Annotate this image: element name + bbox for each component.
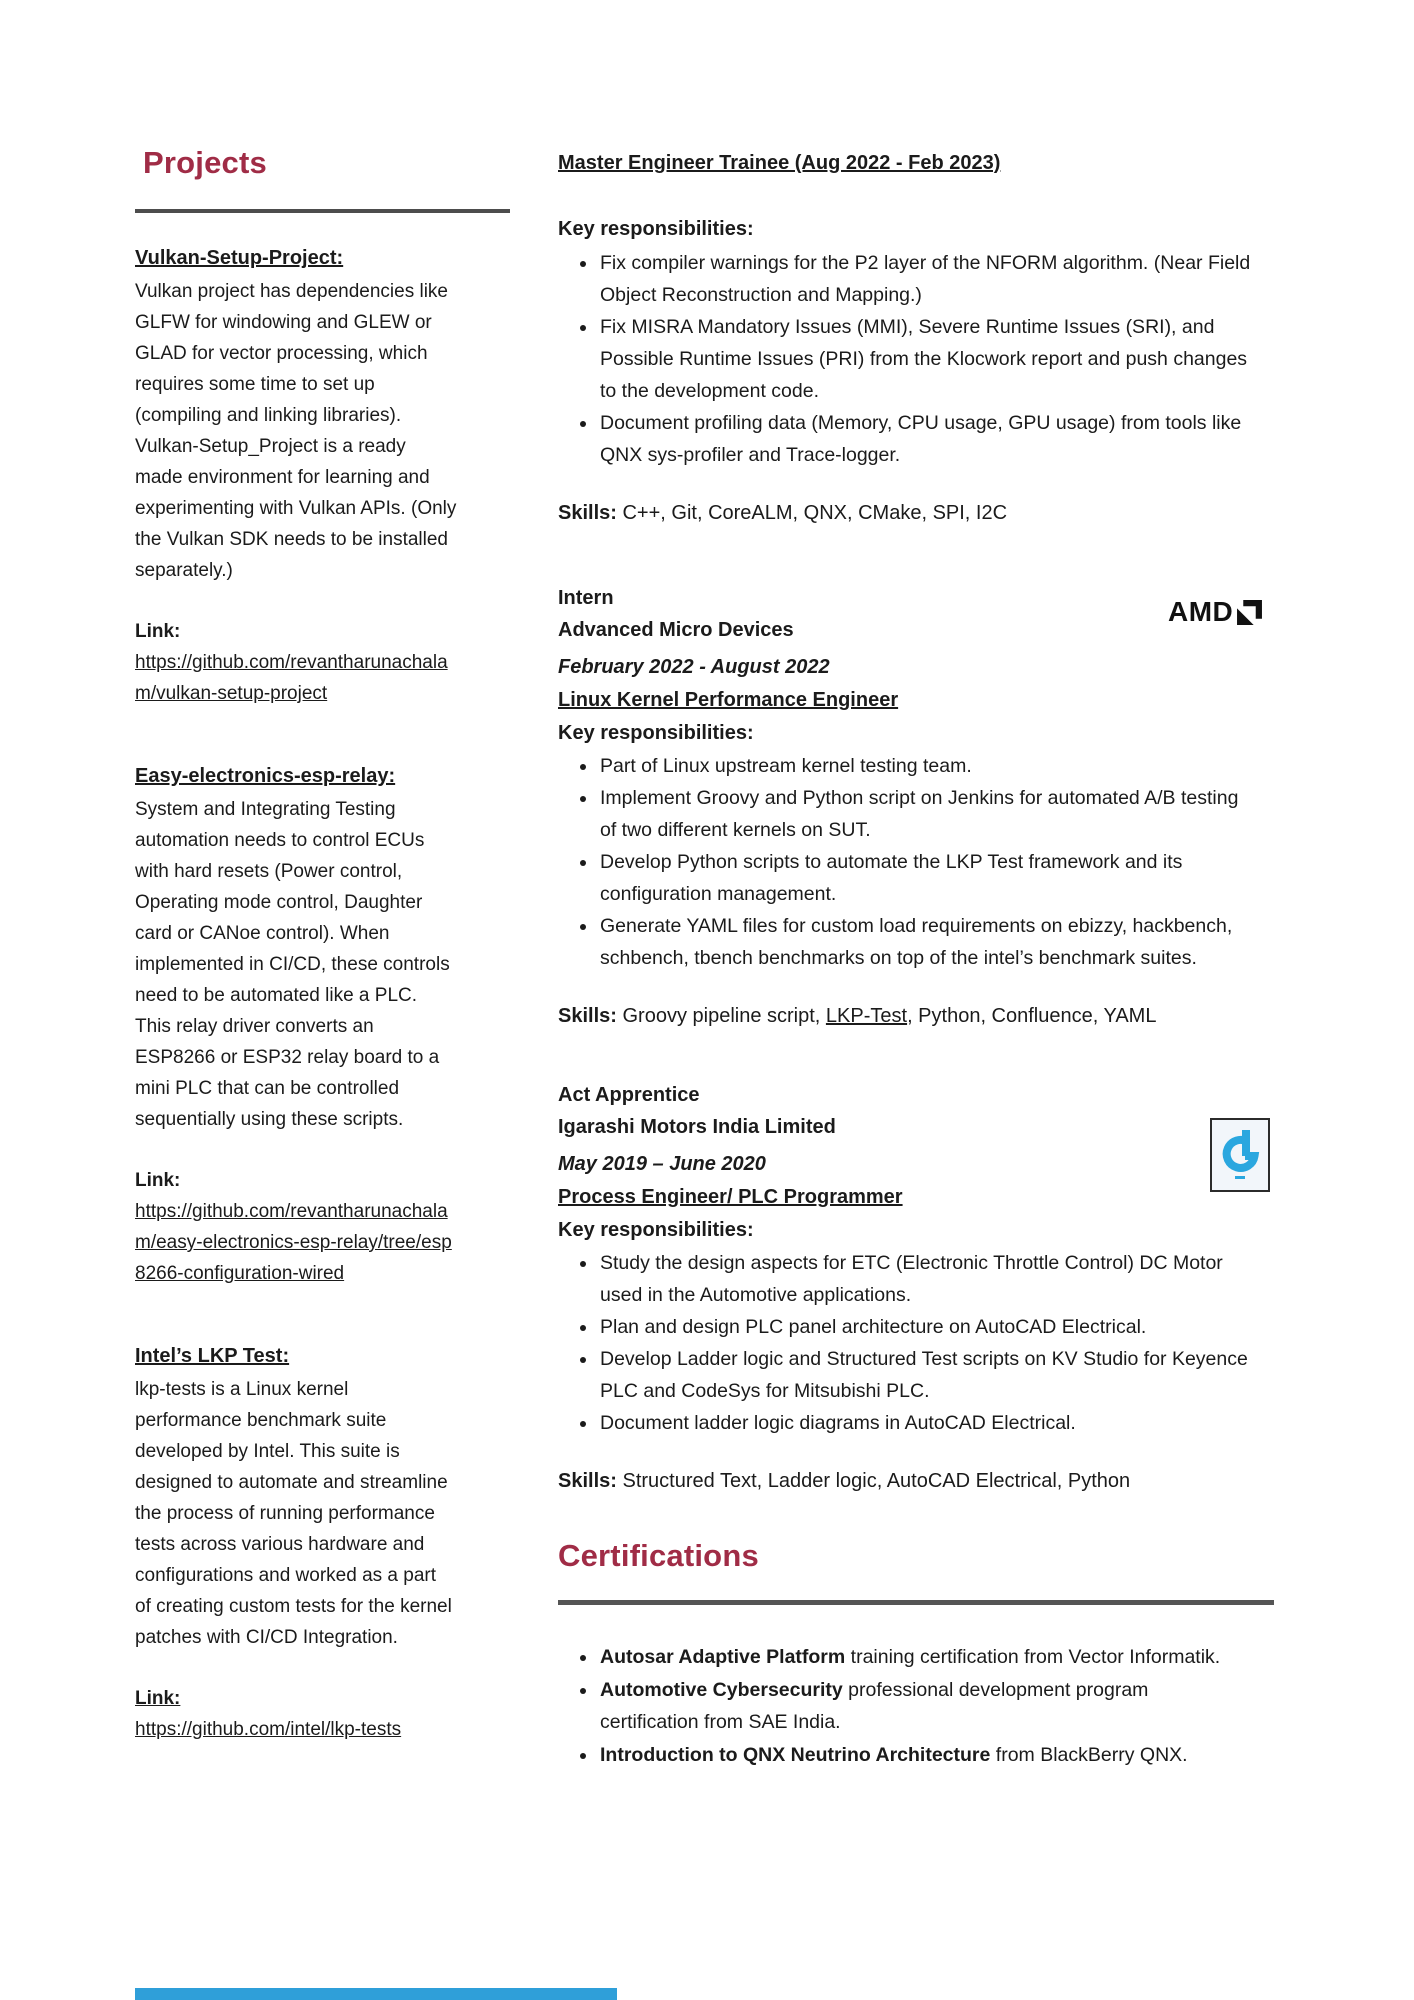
responsibility-item: • Plan and design PLC panel architecture on AutoCAD Electrical. bbox=[598, 1311, 1252, 1343]
certification-detail: training certification from Vector Informatik. bbox=[845, 1646, 1221, 1668]
skills-label: Skills: bbox=[558, 502, 617, 524]
project-description: Vulkan project has dependencies like GLFW for windowing and GLEW or GLAD for vector processing, which requires some time to set up (compiling and linking libraries). Vulkan-Setup_Project is a ready made environment for learning and experimenting with Vulkan APIs. (Only the Vulkan SDK needs to be installed separately.) bbox=[135, 281, 457, 581]
certification-name: Autosar Adaptive Platform bbox=[600, 1646, 846, 1668]
responsibility-list bbox=[558, 750, 1274, 974]
project-title: Easy-electronics-esp-relay: bbox=[135, 765, 396, 787]
experience-column bbox=[558, 148, 1274, 1771]
responsibility-item: • Document ladder logic diagrams in AutoCAD Electrical. bbox=[598, 1407, 1252, 1439]
project-vulkan bbox=[135, 243, 510, 709]
responsibility-item: • Develop Python scripts to automate the LKP Test framework and its configuration management. bbox=[598, 846, 1252, 910]
project-link[interactable]: https://github.com/intel/lkp-tests bbox=[135, 1719, 402, 1740]
responsibility-item: • Develop Ladder logic and Structured Test scripts on KV Studio for Keyence PLC and CodeSys for Mitsubishi PLC. bbox=[598, 1343, 1252, 1407]
job-title: Process Engineer/ PLC Programmer bbox=[558, 1186, 903, 1208]
responsibility-item: • Part of Linux upstream kernel testing team. bbox=[598, 750, 1252, 782]
job-dates: May 2019 – June 2020 bbox=[558, 1153, 766, 1175]
projects-column bbox=[135, 145, 510, 1745]
skills-value: Structured Text, Ladder logic, AutoCAD Electrical, Python bbox=[622, 1470, 1131, 1492]
responsibility-list bbox=[558, 247, 1274, 471]
project-esp-relay bbox=[135, 761, 510, 1289]
project-link-block bbox=[135, 1683, 457, 1745]
job-title: Master Engineer Trainee (Aug 2022 - Feb 2023) bbox=[558, 152, 1001, 174]
skills-label: Skills: bbox=[558, 1005, 617, 1027]
job-master-engineer-trainee bbox=[558, 148, 1274, 526]
certifications-divider bbox=[558, 1600, 1274, 1605]
skills-line bbox=[558, 1003, 1274, 1029]
certification-detail: professional development program certification from SAE India. bbox=[600, 1678, 1149, 1733]
project-link-block bbox=[135, 1165, 457, 1289]
link-label: Link: bbox=[135, 1688, 181, 1709]
skills-line bbox=[558, 1468, 1274, 1494]
certifications-list bbox=[558, 1641, 1274, 1771]
certification-name: Introduction to QNX Neutrino Architecture bbox=[600, 1743, 991, 1766]
skills-line bbox=[558, 500, 1274, 526]
amd-logo-text: AMD bbox=[1168, 596, 1234, 627]
job-role: Intern bbox=[558, 587, 614, 609]
project-description: System and Integrating Testing automation needs to control ECUs with hard resets (Power control, Operating mode control, Daughter card or CANoe control). When implemented in CI/CD, these controls need to be automated like a PLC. This relay driver converts an ESP8266 or ESP32 relay board to a mini PLC that can be controlled sequentially using these scripts. bbox=[135, 799, 450, 1130]
responsibility-item: • Fix MISRA Mandatory Issues (MMI), Severe Runtime Issues (SRI), and Possible Runtime Issues (PRI) from the Klocwork report and push changes to the development code. bbox=[598, 311, 1252, 407]
responsibility-list bbox=[558, 1247, 1274, 1439]
amd-arrow-icon bbox=[1236, 599, 1263, 626]
responsibility-item: • Fix compiler warnings for the P2 layer of the NFORM algorithm. (Near Field Object Reconstruction and Mapping.) bbox=[598, 247, 1252, 311]
certification-detail: from BlackBerry QNX. bbox=[990, 1743, 1188, 1766]
certification-item bbox=[598, 1674, 1240, 1739]
igarashi-motors-logo bbox=[1210, 1118, 1270, 1192]
project-link-block bbox=[135, 616, 457, 709]
certification-item bbox=[598, 1641, 1240, 1674]
project-link[interactable]: https://github.com/revantharunachalam/easy-electronics-esp-relay/tree/esp8266-configuration-wired bbox=[135, 1201, 452, 1284]
responsibility-item: • Study the design aspects for ETC (Electronic Throttle Control) DC Motor used in the Automotive applications. bbox=[598, 1247, 1252, 1311]
skills-label: Skills: bbox=[558, 1470, 617, 1492]
job-igarashi-apprentice bbox=[558, 1079, 1274, 1494]
skills-value-post: , Python, Confluence, YAML bbox=[907, 1005, 1157, 1027]
responsibility-item: • Implement Groovy and Python script on Jenkins for automated A/B testing of two different kernels on SUT. bbox=[598, 782, 1252, 846]
job-amd-intern bbox=[558, 582, 1274, 1029]
skills-value-pre: Groovy pipeline script, bbox=[622, 1005, 826, 1027]
link-label: Link: bbox=[135, 1170, 181, 1191]
responsibility-item: • Generate YAML files for custom load requirements on ebizzy, hackbench, schbench, tbench benchmarks on top of the intel’s benchmark suites. bbox=[598, 910, 1252, 974]
certification-name: Automotive Cybersecurity bbox=[600, 1678, 843, 1701]
job-dates: February 2022 - August 2022 bbox=[558, 656, 830, 678]
skills-value: C++, Git, CoreALM, QNX, CMake, SPI, I2C bbox=[622, 502, 1008, 524]
skills-lkp-test-link[interactable]: LKP-Test bbox=[825, 1005, 908, 1027]
certification-item bbox=[598, 1739, 1240, 1772]
responsibility-item: • Document profiling data (Memory, CPU usage, GPU usage) from tools like QNX sys-profiler and Trace-logger. bbox=[598, 407, 1252, 471]
certifications-section bbox=[558, 1538, 1274, 1771]
certifications-section-title: Certifications bbox=[558, 1538, 759, 1573]
project-title: Vulkan-Setup-Project: bbox=[135, 247, 344, 269]
projects-section-title: Projects bbox=[143, 145, 267, 180]
key-responsibilities-label: Key responsibilities: bbox=[558, 722, 754, 744]
key-responsibilities-label: Key responsibilities: bbox=[558, 218, 754, 240]
project-link[interactable]: https://github.com/revantharunachalam/vulkan-setup-project bbox=[135, 652, 448, 704]
next-page-banner-strip bbox=[135, 1988, 617, 2000]
link-label: Link: bbox=[135, 621, 181, 642]
key-responsibilities-label: Key responsibilities: bbox=[558, 1219, 754, 1241]
project-title: Intel’s LKP Test: bbox=[135, 1345, 290, 1367]
igarashi-g-icon bbox=[1218, 1129, 1262, 1181]
job-company: Advanced Micro Devices bbox=[558, 619, 794, 641]
job-company: Igarashi Motors India Limited bbox=[558, 1116, 836, 1138]
job-role: Act Apprentice bbox=[558, 1084, 700, 1106]
projects-divider bbox=[135, 209, 510, 213]
amd-logo bbox=[1168, 596, 1276, 628]
project-description: lkp-tests is a Linux kernel performance benchmark suite developed by Intel. This suite is designed to automate and streamline the process of running performance tests across various hardware and configurations and worked as a part of creating custom tests for the kernel patches with CI/CD Integration. bbox=[135, 1379, 452, 1648]
job-title: Linux Kernel Performance Engineer bbox=[558, 689, 899, 711]
project-lkp-test bbox=[135, 1341, 510, 1745]
